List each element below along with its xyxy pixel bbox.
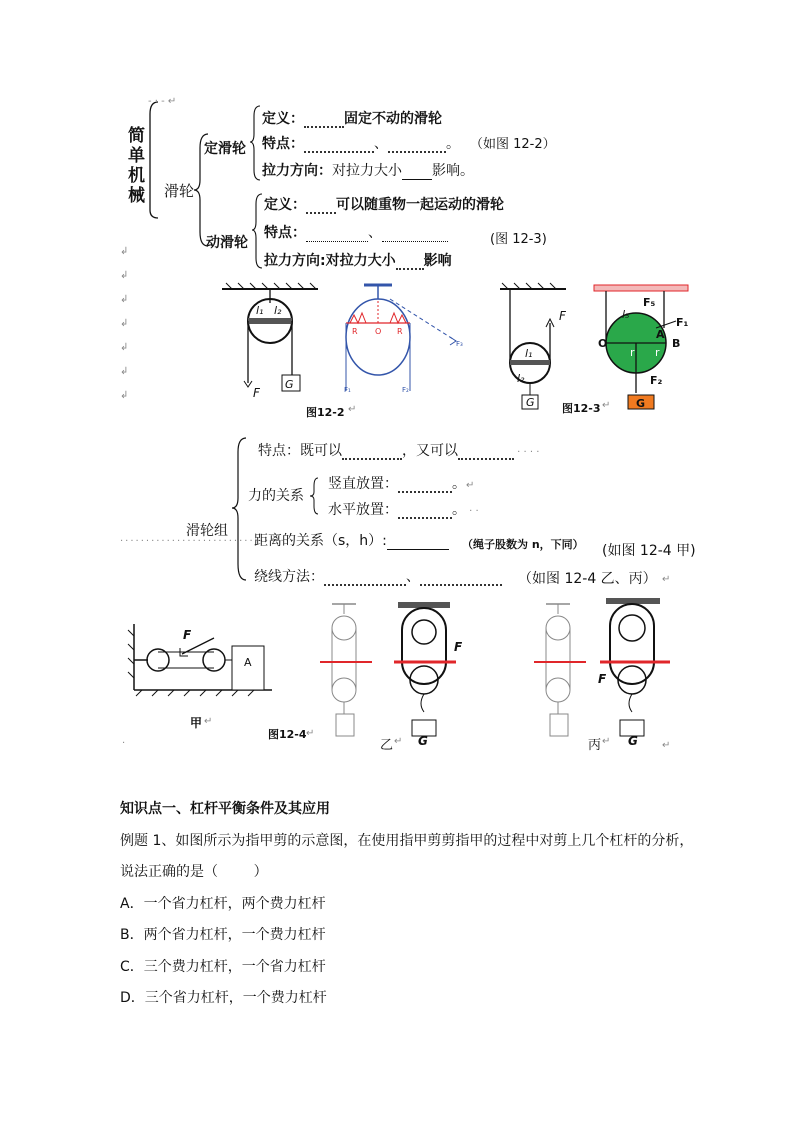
bracket-main xyxy=(146,100,160,220)
fig-12-3-label: B xyxy=(672,337,681,350)
distance-relation: 距离的关系（s，h）: xyxy=(254,530,449,550)
title-vertical: 简单机械 xyxy=(128,126,145,206)
fig-12-2-label: F₃ xyxy=(456,340,463,348)
fig-12-2-label: O xyxy=(375,327,382,336)
fig-12-3-label: A xyxy=(656,328,665,341)
fig-12-3-label: r xyxy=(630,346,635,359)
margin-marks: ↲ ↲ ↲ ↲ ↲ ↲ ↲ xyxy=(120,246,129,401)
fig-12-4-jia xyxy=(128,620,278,700)
movable-def: 定义： 可以随重物一起运动的滑轮 xyxy=(264,197,504,213)
option-b[interactable]: B．两个省力杠杆，一个费力杠杆 xyxy=(120,927,326,943)
fig-12-3-label: F₁ xyxy=(676,316,689,329)
fig-12-2-label: l₁ xyxy=(256,304,264,317)
para-mark: ↵ xyxy=(306,728,315,739)
fig-12-3-label: l₁ xyxy=(525,347,533,360)
fig-12-2-label: R xyxy=(397,327,403,336)
fig-12-3-label: F xyxy=(559,309,566,323)
fig-12-3-label: r xyxy=(655,346,660,359)
fixed-fig-ref: （如图 12-2） xyxy=(470,137,556,152)
fixed-pulley-label: 定滑轮 xyxy=(204,141,246,157)
winding-ref: （如图 12-4 乙、丙） xyxy=(518,571,657,587)
fig-12-4-label: F xyxy=(598,672,607,686)
question-line-2: 说法正确的是（ ） xyxy=(120,864,268,880)
para-mark: ↵ xyxy=(348,404,357,415)
fig-12-4-bing-pulley xyxy=(600,596,670,748)
fig-12-4-caption: 图12-4 xyxy=(268,728,307,741)
pulley-set-label: 滑轮组 xyxy=(186,523,228,539)
fig-12-3-label: G xyxy=(526,396,535,409)
option-a[interactable]: A．一个省力杠杆，两个费力杠杆 xyxy=(120,896,326,912)
fig-12-4-label: A xyxy=(244,656,252,669)
force-horizontal: 水平放置： 。 · · xyxy=(328,502,479,518)
fig-12-4-yi-sketch xyxy=(316,600,376,742)
fig-12-3-label: O xyxy=(598,337,608,350)
fixed-def: 定义： 固定不动的滑轮 xyxy=(262,111,442,127)
section-heading: 知识点一、杠杆平衡条件及其应用 xyxy=(120,801,330,817)
brace-pulley-set xyxy=(232,436,248,582)
para-mark: ↵ xyxy=(602,736,611,747)
distance-note: （绳子股数为 n，下同） xyxy=(462,538,584,551)
brace-fixed xyxy=(250,104,262,182)
fig-12-4-bing-sketch xyxy=(530,600,590,742)
fig-12-2-label: G xyxy=(285,378,294,391)
fig-12-3-label: l₂ xyxy=(517,372,525,385)
fig-12-2-label: F xyxy=(253,386,260,400)
option-c[interactable]: C．三个费力杠杆，一个省力杠杆 xyxy=(120,959,326,975)
fixed-direction: 拉力方向：对拉力大小 影响。 xyxy=(262,163,474,179)
brace-movable xyxy=(252,192,264,270)
para-mark: ↵ xyxy=(204,716,213,727)
fig-12-4-yi-label: 乙 xyxy=(380,738,394,753)
fig-12-3-label: G xyxy=(636,397,646,410)
fig-12-2-label: l₂ xyxy=(274,304,282,317)
fixed-feature: 特点： 、 。 xyxy=(262,136,460,152)
force-relation-label: 力的关系 xyxy=(248,488,304,504)
para-mark: ↵ xyxy=(662,574,671,585)
option-d[interactable]: D．三个省力杠杆，一个费力杠杆 xyxy=(120,990,327,1006)
movable-feature: 特点： 、 xyxy=(264,222,448,242)
fig-12-4-label: G xyxy=(628,734,638,748)
fig-12-4-bing-label: 丙 xyxy=(588,738,602,753)
movable-fig-ref: (图 12-3) xyxy=(490,232,547,247)
fig-12-2-caption: 图12-2 xyxy=(306,406,345,419)
fig-12-2-label: F₂ xyxy=(402,386,409,394)
para-mark: ↵ xyxy=(394,736,403,747)
para-mark: - · - ↵ xyxy=(148,96,177,107)
movable-pulley-label: 动滑轮 xyxy=(206,235,248,251)
fig-12-3-movable-pulley xyxy=(496,283,576,413)
fig-12-3-label: F₅ xyxy=(643,296,656,309)
fig-12-4-label: F xyxy=(183,628,192,642)
fig-12-2-label: F₁ xyxy=(344,386,351,394)
para-mark: · xyxy=(122,738,126,749)
fig-12-4-jia-label: 甲 xyxy=(190,716,203,730)
fig-12-4-label: F xyxy=(454,640,463,654)
fig-12-2-label: R xyxy=(352,327,358,336)
fig-12-4-label: G xyxy=(418,734,428,748)
distance-ref: (如图 12-4 甲) xyxy=(602,543,696,559)
dotted-rule: ·································· xyxy=(120,536,297,547)
fig-12-3-caption: 图12-3 xyxy=(562,402,601,415)
movable-direction: 拉力方向:对拉力大小 影响 xyxy=(264,253,452,269)
question-line-1: 例题 1、如图所示为指甲剪的示意图，在使用指甲剪剪指甲的过程中对剪上几个杠杆的分析， xyxy=(120,833,694,849)
pulley-set-feature: 特点：既可以 ，又可以 · · · · xyxy=(258,443,540,459)
fig-12-2-fixed-pulley xyxy=(222,283,322,403)
pulley-label: 滑轮 xyxy=(164,182,195,200)
fig-12-3-label: F₂ xyxy=(650,374,663,387)
winding-method: 绕线方法： 、 xyxy=(254,566,502,586)
para-mark: ↵ xyxy=(662,740,671,751)
force-vertical: 竖直放置： 。↵ xyxy=(328,476,475,492)
brace-force xyxy=(310,476,320,516)
fig-12-3-label: l₅ xyxy=(622,308,630,321)
para-mark: ↵ xyxy=(602,400,611,411)
fig-12-4-yi-pulley xyxy=(394,600,458,748)
